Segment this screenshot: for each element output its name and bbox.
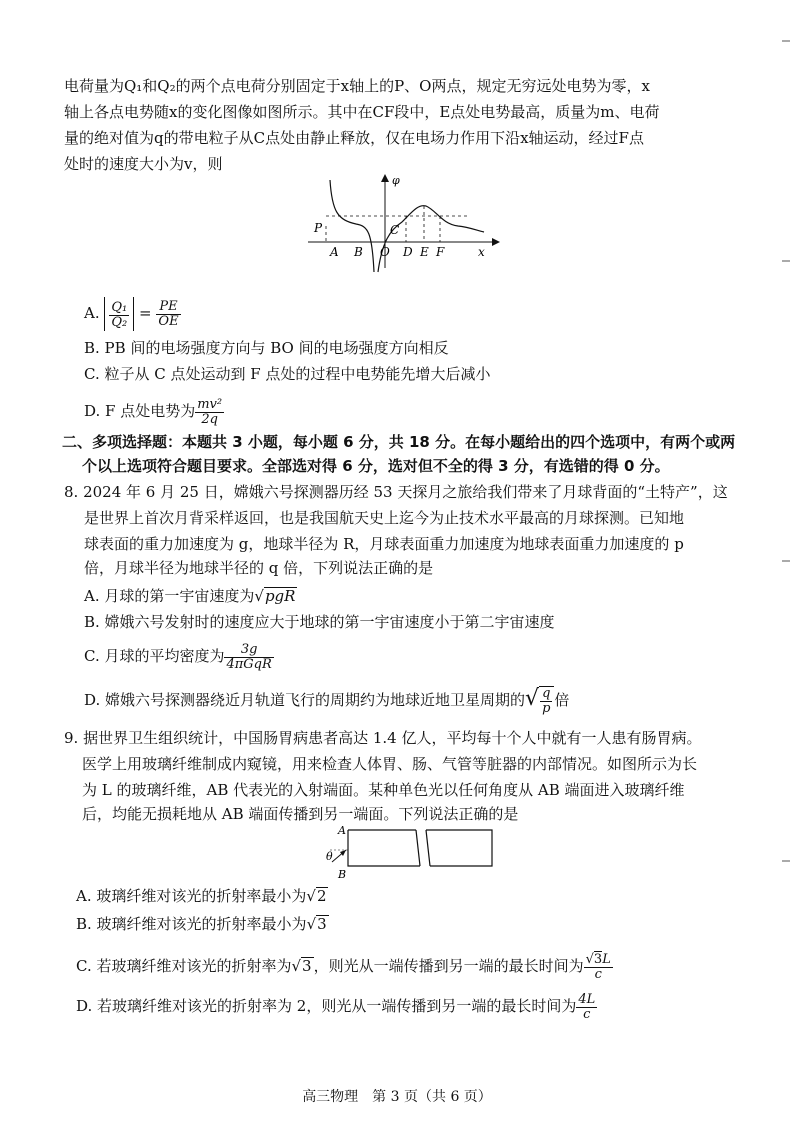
q9-option-c-num-radicand: 3 <box>593 951 603 967</box>
section-2-heading-line-2: 个以上选项符合题目要求。全部选对得 6 分，选对但不全的得 3 分，有选错的得 0 分。 <box>82 457 670 475</box>
q8-option-c-num: 3g <box>224 643 273 658</box>
q9-option-d-num: 4L <box>578 991 596 1007</box>
edge-mark <box>782 560 790 562</box>
break-line-2 <box>426 830 430 866</box>
q7-option-a-abs <box>104 297 134 331</box>
fiber-left-section <box>348 830 420 866</box>
q8-option-d-text: D. 嫦娥六号探测器绕近月轨道飞行的周期约为地球近地卫星周期的 <box>84 691 526 709</box>
q8-option-a-radicand: pgR <box>264 587 296 605</box>
q9-option-b-radicand: 3 <box>317 915 327 933</box>
edge-mark <box>782 860 790 862</box>
q9-option-c-den: c <box>594 966 602 982</box>
q9-option-c-text: C. 若玻璃纤维对该光的折射率为 <box>76 957 292 975</box>
q8-option-d-den: p <box>542 700 551 716</box>
q7-stem-line-2: 轴上各点电势随x的变化图像如图所示。其中在CF段中，E点处电势最高，质量为m、电荷 <box>64 103 660 121</box>
q8-option-a: A. 月球的第一宇宙速度为√pgR <box>84 587 296 605</box>
q8-option-a-text: A. 月球的第一宇宙速度为 <box>84 587 255 605</box>
fiber-right-section <box>426 830 492 866</box>
q7-stem-line-1: 电荷量为Q₁和Q₂的两个点电荷分别固定于x轴上的P、O两点，规定无穷远处电势为零，x <box>64 77 650 95</box>
q8-stem-line-4: 倍，月球半径为地球半径的 q 倍，下列说法正确的是 <box>84 559 434 577</box>
break-line-1 <box>416 830 420 866</box>
q7-option-d-num: mv² <box>197 396 223 412</box>
q7-option-b: B. PB 间的电场强度方向与 BO 间的电场强度方向相反 <box>84 339 449 357</box>
q9-option-b: B. 玻璃纤维对该光的折射率最小为√3 <box>76 915 327 933</box>
q8-option-c <box>84 640 274 672</box>
label-P: P <box>314 221 323 235</box>
q7-option-d-text: D. F 点处电势为 <box>84 402 196 420</box>
q8-option-d: D. 嫦娥六号探测器绕近月轨道飞行的周期约为地球近地卫星周期的√ $\frac{q}{p}$ 倍 <box>84 685 570 716</box>
q7-option-a-oe: OE <box>158 313 179 329</box>
q7-option-a-label: A. <box>84 304 100 322</box>
q9-option-a-text: A. 玻璃纤维对该光的折射率最小为 <box>76 887 307 905</box>
q9-stem-line-3: 为 L 的玻璃纤维，AB 代表光的入射端面。某种单色光以任何角度从 AB 端面进入玻璃纤维 <box>82 781 685 799</box>
q9-option-a-radicand: 2 <box>316 887 327 905</box>
q7-option-a-eq: = <box>139 304 152 322</box>
q7-potential-graph <box>308 172 508 276</box>
label-x: x <box>478 245 485 259</box>
q7-stem-line-3: 量的绝对值为q的带电粒子从C点处由静止释放，仅在电场力作用下沿x轴运动，经过F点 <box>64 129 644 147</box>
q7-option-c: C. 粒子从 C 点处运动到 F 点处的过程中电势能先增大后减小 <box>84 365 491 383</box>
q8-option-b: B. 嫦娥六号发射时的速度应大于地球的第一宇宙速度小于第二宇宙速度 <box>84 613 555 631</box>
label-B: B <box>354 245 363 259</box>
q9-option-d-text: D. 若玻璃纤维对该光的折射率为 2，则光从一端传播到另一端的最长时间为 <box>76 997 577 1015</box>
q9-fiber-diagram <box>324 822 498 880</box>
edge-mark <box>782 260 790 262</box>
q9-option-d <box>76 990 597 1022</box>
q8-option-d-tail: 倍 <box>554 691 570 709</box>
label-O: O <box>380 245 390 259</box>
q9-option-a: A. 玻璃纤维对该光的折射率最小为√2 <box>76 887 327 905</box>
page-footer: 高三物理 第 3 页（共 6 页） <box>302 1089 492 1105</box>
section-2-heading-line-1: 二、多项选择题：本题共 3 小题，每小题 6 分，共 18 分。在每小题给出的四个选项中，有两个或两 <box>62 433 736 451</box>
edge-mark <box>782 40 790 42</box>
label-A: A <box>330 245 339 259</box>
q9-stem-line-2: 医学上用玻璃纤维制成内窥镜，用来检查人体胃、肠、气管等脏器的内部情况。如图所示为长 <box>82 755 698 773</box>
q8-option-c-den: 4πGqR <box>226 656 272 672</box>
q8-stem-line-1: 8. 2024 年 6 月 25 日，嫦娥六号探测器历经 53 天探月之旅给我们带来了月球背面的“土特产”，这 <box>64 483 728 501</box>
q7-option-a-pe: PE <box>156 300 180 315</box>
q9-stem-line-1: 9. 据世界卫生组织统计，中国肠胃病患者高达 1.4 亿人，平均每十个人中就有一人患有肠胃病。 <box>64 729 702 747</box>
q7-option-d <box>84 396 224 427</box>
label-B: B <box>338 868 347 880</box>
q8-stem-line-2: 是世界上首次月背采样返回，也是我国航天史上迄今为止技术水平最高的月球探测。已知地 <box>84 509 685 527</box>
phi-axis-arrow <box>381 174 389 182</box>
label-theta: θ <box>326 850 333 863</box>
q7-stem-line-4: 处时的速度大小为v，则 <box>64 155 223 173</box>
q8-stem-line-3: 球表面的重力加速度为 g，地球半径为 R，月球表面重力加速度为地球表面重力加速度的 p <box>84 535 684 553</box>
q7-option-a <box>84 296 181 331</box>
q9-option-c: C. 若玻璃纤维对该光的折射率为√3 ，则光从一端传播到另一端的最长时间为 $\frac{√3L}{c}$ <box>76 951 611 982</box>
q9-option-c-text-2: ，则光从一端传播到另一端的最长时间为 <box>313 957 584 975</box>
label-A: A <box>338 824 346 837</box>
q8-option-d-num: q <box>542 685 551 701</box>
q7-option-a-q1: Q₁ <box>111 299 128 315</box>
q9-option-c-radicand: 3 <box>302 957 312 975</box>
q7-option-d-den: 2q <box>201 411 218 427</box>
q7-option-a-q2: Q₂ <box>111 314 128 330</box>
label-phi: φ <box>392 174 400 187</box>
q9-option-c-num-tail: L <box>602 951 611 967</box>
label-F: F <box>436 245 445 259</box>
label-D: D <box>403 245 413 259</box>
q9-stem-line-4: 后，均能无损耗地从 AB 端面传播到另一端面。下列说法正确的是 <box>82 805 519 823</box>
q8-option-c-text: C. 月球的平均密度为 <box>84 647 225 665</box>
label-E: E <box>420 245 429 259</box>
label-C: C <box>390 223 400 237</box>
x-axis-arrow <box>492 238 500 246</box>
q9-option-b-text: B. 玻璃纤维对该光的折射率最小为 <box>76 915 307 933</box>
q9-option-d-den: c <box>583 1006 591 1022</box>
